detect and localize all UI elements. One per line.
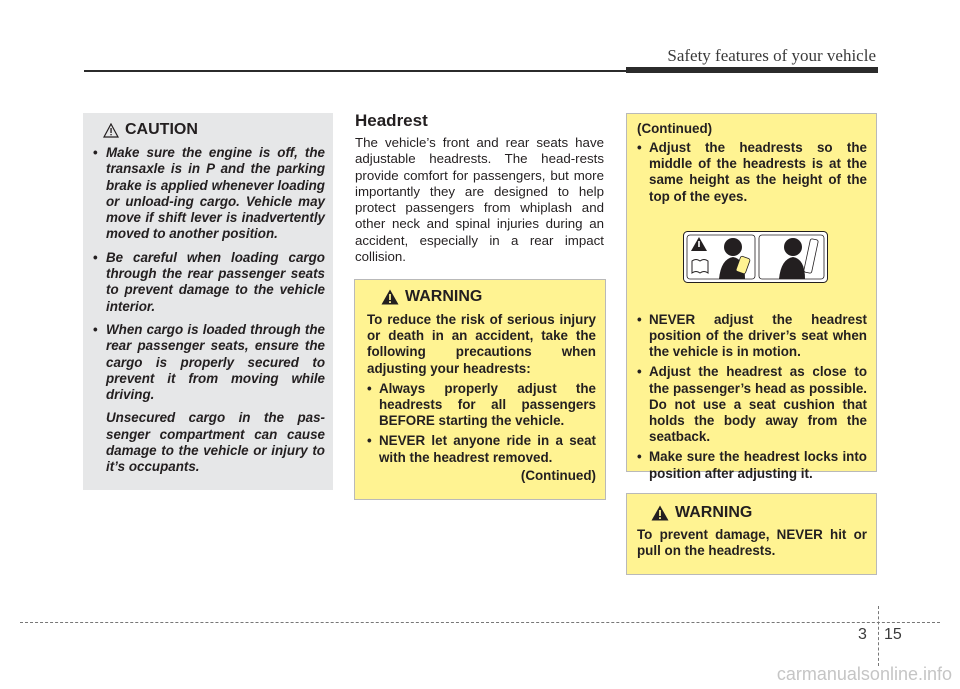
warning-title: WARNING [405, 288, 483, 305]
section-title: Headrest [355, 111, 428, 130]
warning-triangle-icon [381, 289, 399, 305]
warning-item: • NEVER let anyone ride in a seat with the headrest removed. [367, 433, 596, 465]
caution-title: CAUTION [125, 121, 198, 138]
footer-rule [20, 622, 940, 623]
caution-header [103, 121, 325, 139]
section-body: The vehicle’s front and rear seats have adjustable headrests. The head-rests provide comfort for passengers, but more importantly they are designed to help protect passengers from whiplash and other neck and spinal injuries during an accident, especially in a rear impact collision. [355, 135, 604, 265]
continued-label: (Continued) [520, 467, 596, 483]
watermark: carmanualsonline.info [776, 664, 952, 684]
caution-item: • Make sure the engine is off, the transaxle is in P and the parking brake is applied whenever loading or unload-ing cargo. Vehicle may move if shift lever is inadvertently moved to another position. [93, 145, 325, 243]
warning-header [381, 288, 596, 306]
headrest-adjust-illustration [683, 231, 828, 283]
caution-item: • When cargo is loaded through the rear passenger seats, ensure the cargo is properly secured to prevent it from moving while driving. [93, 322, 325, 403]
warning-box-headrest [354, 279, 606, 500]
running-header: Safety features of your vehicle [667, 46, 876, 65]
warning-list [637, 312, 867, 482]
caution-paragraph: Unsecured cargo in the pas-senger compartment can cause damage to the vehicle or injury to it’s occupants. [106, 410, 325, 475]
warning-box-damage [626, 493, 877, 575]
footer-divider [878, 606, 879, 666]
warning-continued-box [626, 113, 877, 481]
warning-list [637, 140, 867, 205]
warning-item: • Always properly adjust the headrests for all passengers BEFORE starting the vehicle. [367, 381, 596, 430]
warning-item: • Adjust the headrest as close to the passenger’s head as possible. Do not use a seat cushion that holds the body away from the seatback. [637, 364, 867, 445]
continued-label: (Continued) [637, 121, 713, 136]
header-rule-accent [626, 67, 878, 73]
warning-item: • Make sure the headrest locks into position after adjusting it. [637, 449, 867, 481]
caution-item: • Be careful when loading cargo through the rear passenger seats to prevent damage to the vehicle interior. [93, 250, 325, 315]
warning-list [367, 381, 596, 466]
warning-header [651, 504, 867, 522]
warning-intro: To reduce the risk of serious injury or death in an accident, take the following precautions when adjusting your headrests: [367, 312, 596, 376]
warning-triangle-icon [651, 505, 669, 521]
warning-item: • Adjust the headrests so the middle of the headrests is at the same height as the height of the top of the eyes. [637, 140, 867, 205]
caution-triangle-icon [103, 123, 119, 138]
page-number: 15 [884, 626, 902, 643]
warning-title: WARNING [675, 504, 753, 521]
warning-text: To prevent damage, NEVER hit or pull on the headrests. [637, 527, 867, 559]
caution-box [83, 113, 333, 490]
caution-list [93, 145, 325, 403]
chapter-number: 3 [858, 626, 867, 643]
warning-item: • NEVER adjust the headrest position of the driver’s seat when the vehicle is in motion. [637, 312, 867, 361]
